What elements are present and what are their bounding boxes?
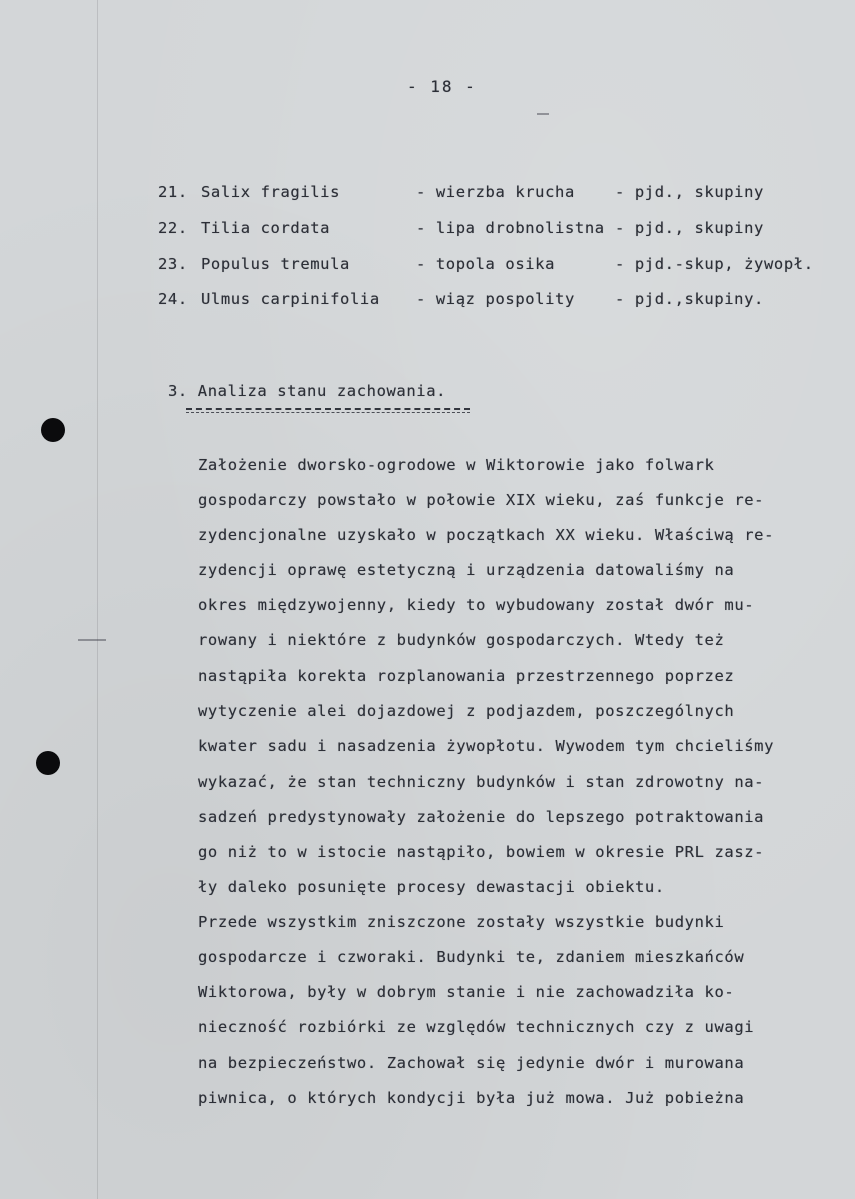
species-number: 21.	[158, 183, 188, 201]
punch-hole	[41, 418, 65, 442]
species-row	[0, 219, 855, 241]
body-line: wytyczenie alei dojazdowej z podjazdem, poszczególnych	[198, 702, 735, 720]
body-line: gospodarczy powstało w połowie XIX wieku, zaś funkcje re-	[198, 491, 765, 509]
body-line: nieczność rozbiórki ze względów technicznych czy z uwagi	[198, 1018, 755, 1036]
body-line: kwater sadu i nasadzenia żywopłotu. Wywodem tym chcieliśmy	[198, 737, 775, 755]
body-line: nastąpiła korekta rozplanowania przestrzennego poprzez	[198, 667, 735, 685]
species-polish-name: - topola osika	[416, 255, 556, 273]
punch-hole	[36, 751, 60, 775]
paper-speck	[537, 113, 549, 115]
species-polish-name: - wierzba krucha	[416, 183, 575, 201]
body-line: ły daleko posunięte procesy dewastacji obiektu.	[198, 878, 665, 896]
species-number: 23.	[158, 255, 188, 273]
species-row	[0, 255, 855, 277]
body-line: na bezpieczeństwo. Zachował się jedynie dwór i murowana	[198, 1054, 745, 1072]
body-line: sadzeń predystynowały założenie do lepszego potraktowania	[198, 808, 765, 826]
body-line: zydencji oprawę estetyczną i urządzenia datowaliśmy na	[198, 561, 735, 579]
body-line: piwnica, o których kondycji była już mowa. Już pobieżna	[198, 1089, 745, 1107]
species-latin-name: Populus tremula	[201, 255, 350, 273]
body-line: wykazać, że stan techniczny budynków i stan zdrowotny na-	[198, 773, 765, 791]
species-polish-name: - wiąz pospolity	[416, 290, 575, 308]
body-line: gospodarcze i czworaki. Budynki te, zdaniem mieszkańców	[198, 948, 745, 966]
species-occurrence: - pjd.,skupiny.	[615, 290, 764, 308]
species-latin-name: Tilia cordata	[201, 219, 331, 237]
heading-underline	[186, 408, 470, 410]
heading-underline	[186, 412, 470, 413]
body-line: rowany i niektóre z budynków gospodarczych. Wtedy też	[198, 631, 725, 649]
paper-fold-line	[97, 0, 98, 1199]
body-line: Przede wszystkim zniszczone zostały wszystkie budynki	[198, 913, 725, 931]
species-number: 22.	[158, 219, 188, 237]
body-line: okres międzywojenny, kiedy to wybudowany został dwór mu-	[198, 596, 755, 614]
species-row	[0, 290, 855, 312]
species-latin-name: Ulmus carpinifolia	[201, 290, 380, 308]
species-occurrence: - pjd., skupiny	[615, 219, 764, 237]
paper-speck	[78, 639, 106, 641]
species-number: 24.	[158, 290, 188, 308]
species-row	[0, 183, 855, 205]
body-line: go niż to w istocie nastąpiło, bowiem w okresie PRL zasz-	[198, 843, 765, 861]
page-number: - 18 -	[407, 77, 477, 96]
section-heading: 3. Analiza stanu zachowania.	[168, 382, 447, 400]
body-line: Wiktorowa, były w dobrym stanie i nie zachowadziła ko-	[198, 983, 735, 1001]
species-latin-name: Salix fragilis	[201, 183, 341, 201]
body-line: Założenie dworsko-ogrodowe w Wiktorowie jako folwark	[198, 456, 715, 474]
species-polish-name: - lipa drobnolistna	[416, 219, 605, 237]
body-line: zydencjonalne uzyskało w początkach XX wieku. Właściwą re-	[198, 526, 775, 544]
species-occurrence: - pjd., skupiny	[615, 183, 764, 201]
species-occurrence: - pjd.-skup, żywopł.	[615, 255, 814, 273]
